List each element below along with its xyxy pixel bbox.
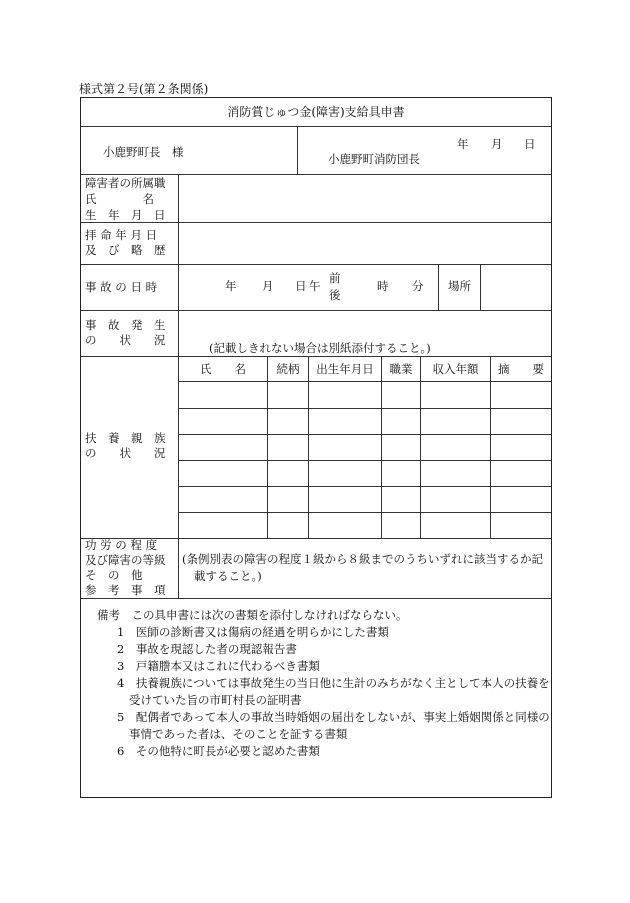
divider [81,598,551,599]
situation-label: 事 故 発 生 の 状 況 [85,318,166,347]
family-label: 扶 養 親 族 の 状 況 [85,431,166,460]
label-column-divider [178,174,179,598]
form-number-label: 様式第２号(第２条関係) [79,82,209,96]
merit-label: 功 労 の 程 度 及び障害の等級 そ の 他 参 考 事 項 [85,538,166,597]
accident-hour: 時 [377,279,389,293]
divider [81,174,551,175]
date-day: 日 [524,137,536,151]
divider [297,126,298,174]
divider [178,512,551,513]
divider [308,356,309,538]
family-col-birthdate: 出生年月日 [316,361,374,376]
divider [267,356,268,538]
situation-note: (記載しきれない場合は別紙添付すること。) [209,341,431,355]
form-title: 消防賞じゅつ金(障害)支給具申書 [227,105,405,119]
divider [178,408,551,409]
accident-minute: 分 [412,279,424,293]
accident-mae: 前 [329,271,341,285]
addressee: 小鹿野町長 様 [103,145,184,159]
divider [490,356,491,538]
family-col-relation: 続柄 [276,361,300,376]
divider [438,264,439,310]
accident-year: 年 [225,279,237,293]
divider [178,381,551,382]
application-form [80,97,552,798]
divider [480,264,481,310]
divider [81,126,551,127]
divider [178,434,551,435]
merit-note: (条例別表の障害の程度１級から８級までのうちいずれに該当するか記 載すること。) [182,552,543,583]
divider [381,356,382,538]
divider [178,486,551,487]
appointment-label: 拝 命 年 月 日 及 び 略 歴 [85,228,166,257]
remarks: 備考 この具申書には次の書類を添付しなければならない。 1 医師の診断書又は傷病の経過を明らかにした書類 2 事故を現認した者の現認報告書 3 戸籍謄本又はこれに代わるべき書類 4 扶養親族については事故発生の当日他に生計のみちがなく主として本人の扶養を 受けていた旨の市町村長の証明書 5 配偶者であって本人の事故当時婚姻の届出をしないが、事実上婚姻関係と同様の 事情であった者は、そのことを証する書類 6 その他特に町長が必要と認めた書類 [97,608,550,758]
divider [178,460,551,461]
date-month: 月 [491,137,503,151]
family-col-name: 氏 名 [200,361,246,376]
divider [420,356,421,538]
date-year: 年 [457,137,469,151]
accident-gozen: 午 [309,279,321,293]
family-col-occupation: 職業 [389,361,413,376]
accident-day: 日 [295,279,307,293]
divider [81,310,551,311]
family-col-remarks: 摘 要 [498,361,544,376]
accident-ato: 後 [329,288,341,302]
affiliation-label: 障害者の所属職 氏 名 生 年 月 日 [85,176,166,222]
sender: 小鹿野町消防団長 [328,152,420,166]
accident-month: 月 [262,279,274,293]
family-col-income: 収入年額 [432,361,479,376]
accident-place-label: 場所 [448,279,471,293]
accident-datetime-label: 事 故 の 日 時 [85,280,158,294]
